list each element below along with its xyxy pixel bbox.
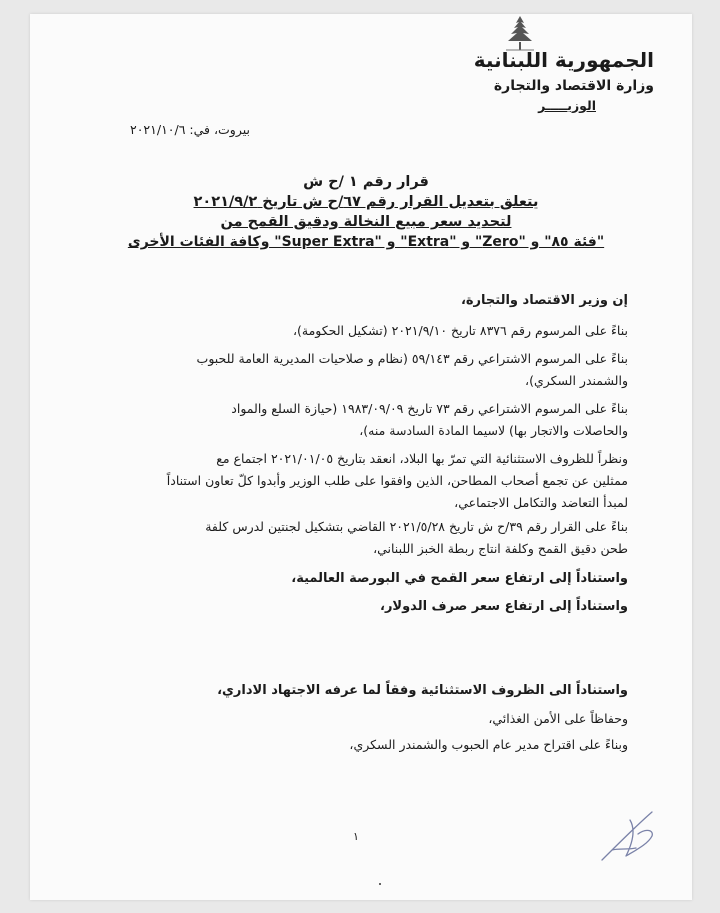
page-mark bbox=[379, 883, 381, 885]
opening-line: إن وزير الاقتصاد والتجارة، bbox=[460, 293, 628, 308]
paragraph: بناءً على القرار رقم ٣٩/ح ش تاريخ ٢٠٢١/٥/٢٨ القاضي بتشكيل لجنتين لدرس كلفة bbox=[205, 519, 628, 534]
bold-clause: واستناداً إلى ارتفاع سعر القمح في البورصة العالمية، bbox=[291, 571, 628, 586]
paragraph: ممثلين عن تجمع أصحاب المطاحن، الذين وافقوا على طلب الوزير وأبدوا كلّ تعاون استناداً bbox=[166, 473, 628, 488]
paragraph: لمبدأ التعاضد والتكامل الاجتماعي، bbox=[454, 495, 628, 510]
lebanese-cedar-emblem bbox=[500, 14, 540, 52]
paragraph: بناءً على المرسوم رقم ٨٣٧٦ تاريخ ٢٠٢١/٩/١٠ (تشكيل الحكومة)، bbox=[293, 323, 628, 338]
ministry-title: وزارة الاقتصاد والتجارة bbox=[493, 78, 654, 94]
paragraph: بناءً على المرسوم الاشتراعي رقم ٧٣ تاريخ ١٩٨٣/٠٩/٠٩ (حيازة السلع والمواد bbox=[231, 401, 628, 416]
page-number: ١ bbox=[353, 830, 359, 843]
decision-subject-line: "فئة ٨٥" و "Zero" و "Extra" و "Super Extra" وكافة الفئات الأخرى bbox=[127, 234, 605, 250]
paragraph: وحفاظاً على الأمن الغذائي، bbox=[488, 711, 628, 726]
place-date: بيروت، في: ٢٠٢١/١٠/٦ bbox=[130, 122, 250, 137]
decision-number: قرار رقم ١ /ح ش bbox=[303, 174, 429, 190]
paragraph: والشمندر السكري)، bbox=[525, 373, 628, 388]
paragraph: وبناءً على اقتراح مدير عام الحبوب والشمندر السكري، bbox=[349, 737, 628, 752]
paragraph: طحن دقيق القمح وكلفة انتاج ربطة الخبز اللبناني، bbox=[373, 541, 628, 556]
decision-title-block bbox=[90, 172, 642, 252]
paragraph: بناءً على المرسوم الاشتراعي رقم ٥٩/١٤٣ (نظام و صلاحيات المديرية العامة للحبوب bbox=[196, 351, 628, 366]
paragraph: والحاصلات والاتجار بها) لاسيما المادة السادسة منه)، bbox=[359, 423, 628, 438]
document-page bbox=[30, 14, 692, 900]
bold-clause: واستناداً إلى ارتفاع سعر صرف الدولار، bbox=[380, 599, 628, 614]
republic-title: الجمهورية اللبنانية bbox=[473, 48, 654, 72]
paragraph: ونظراً للظروف الاستثنائية التي تمرّ بها البلاد، انعقد بتاريخ ٢٠٢١/٠١/٠٥ اجتماع مع bbox=[216, 451, 628, 466]
decision-subject-line: يتعلق بتعديل القرار رقم ٦٧/ح ش تاريخ ٢٠٢١/٩/٢ bbox=[193, 194, 539, 210]
decision-subject-line: لتحديد سعر مبيع النخالة ودقيق القمح من bbox=[220, 214, 512, 230]
signature-mark bbox=[592, 800, 662, 870]
minister-title: الوزيـــــر bbox=[538, 98, 596, 113]
bold-clause: واستناداً الى الظروف الاستثنائية وفقاً لما عرفه الاجتهاد الاداري، bbox=[217, 683, 628, 698]
